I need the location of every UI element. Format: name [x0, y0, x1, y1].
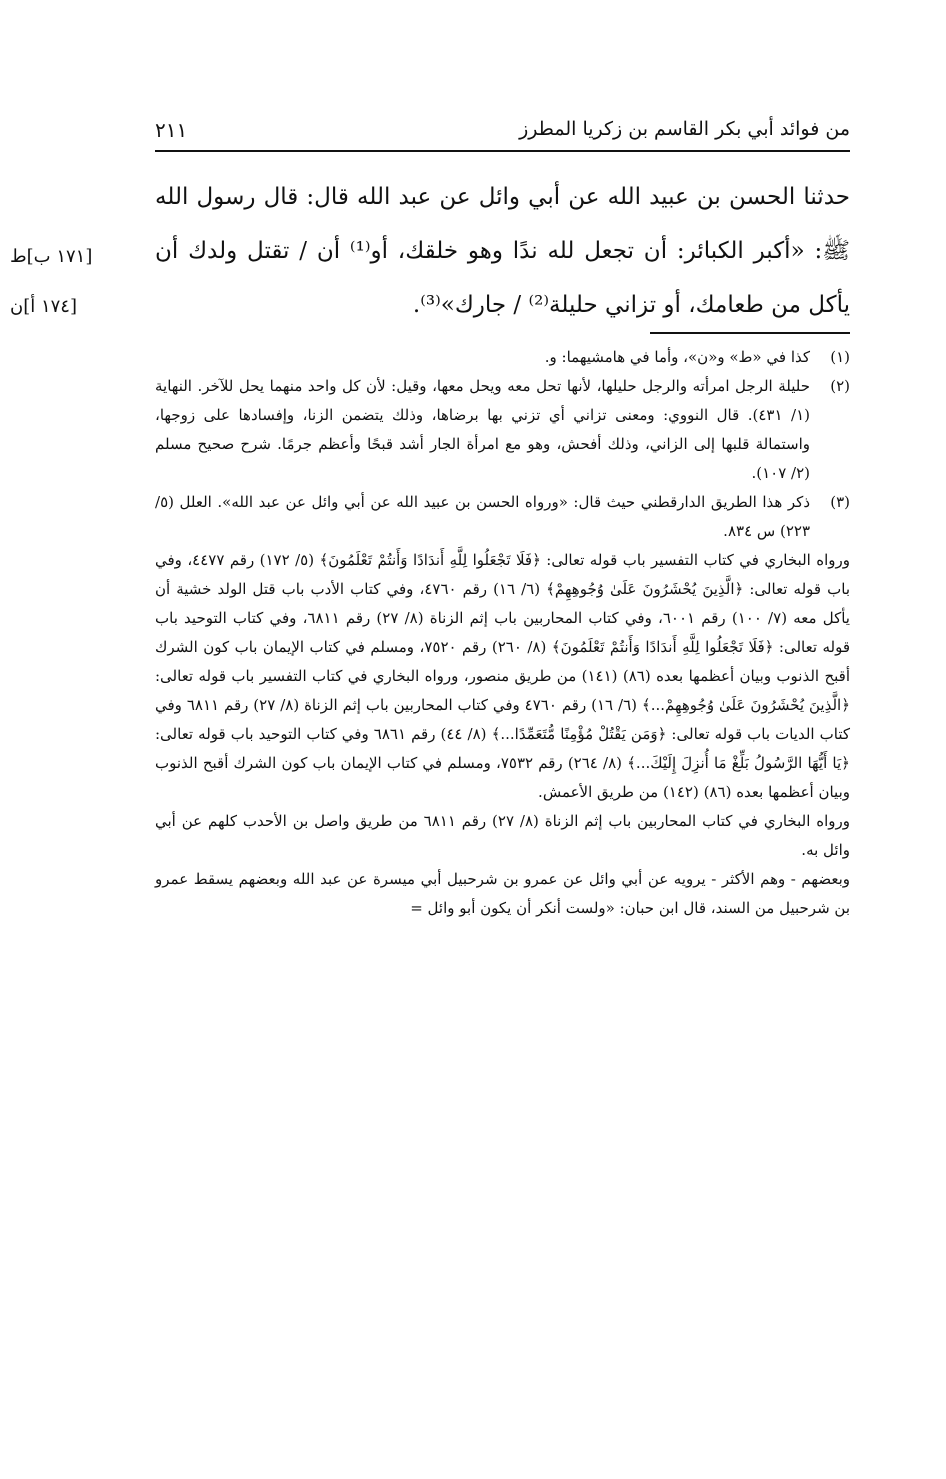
footnote-continuation: ورواه البخاري في كتاب التفسير باب قوله تعالى: ﴿فَلَا تَجْعَلُوا لِلَّهِ أَندَادًا وَأَنتُمْ تَعْلَمُونَ﴾ (٥/ ١٧٢) رقم ٤٤٧٧، وفي باب قوله تعالى: ﴿الَّذِينَ يُحْشَرُونَ عَلَىٰ وُجُوهِهِمْ﴾ (٦/ ١٦) رقم ٤٧٦٠، وفي كتاب الأدب باب قتل الولد خشية أن يأكل معه (٧/ ١٠٠) رقم ٦٠٠١، وفي كتاب المحاربين باب إثم الزناة (٨/ ٢٧) رقم ٦٨١١، وفي كتاب التوحيد باب قوله تعالى: ﴿فَلَا تَجْعَلُوا لِلَّهِ أَندَادًا وَأَنتُمْ تَعْلَمُونَ﴾ (٨/ ٢٦٠) رقم ٧٥٢٠، ومسلم في كتاب الإيمان باب كون الشرك أقبح الذنوب وبيان أعظمها بعده (٨٦) (١٤١) من طريق منصور، ورواه البخاري في كتاب التفسير باب قوله تعالى: ﴿الَّذِينَ يُحْشَرُونَ عَلَىٰ وُجُوهِهِمْ...﴾ (٦/ ١٦) رقم ٤٧٦٠ وفي كتاب المحاربين باب إثم الزناة (٨/ ٢٧) رقم ٦٨١١ وفي كتاب الديات باب قوله تعالى: ﴿وَمَن يَقْتُلْ مُؤْمِنًا مُّتَعَمِّدًا...﴾ (٨/ ٤٤) رقم ٦٨٦١ وفي كتاب التوحيد باب قوله تعالى: ﴿يَا أَيُّهَا الرَّسُولُ بَلِّغْ مَا أُنزِلَ إِلَيْكَ...﴾ (٨/ ٢٦٤) رقم ٧٥٣٢، ومسلم في كتاب الإيمان باب كون الشرك أقبح الذنوب وبيان أعظمها بعده (٨٦) (١٤٢) من طريق الأعمش.: [155, 551, 850, 801]
footnote-number: (٣): [830, 493, 850, 511]
footnote-number: (١): [830, 348, 850, 366]
page-header: [155, 112, 850, 152]
footnote-2: [155, 372, 850, 488]
hadith-paragraph: حدثنا الحسن بن عبيد الله عن أبي وائل عن عبد الله قال: قال رسول الله ﷺ: «أكبر الكبائر: أن تجعل لله ندًا وهو خلقك، أو⁽¹⁾ أن / تقتل ولدك أن يأكل من طعامك، أو تزاني حليلة⁽²⁾ / جارك»⁽³⁾.: [155, 184, 850, 318]
footnote-1: [155, 343, 850, 372]
page-number: ٢١١: [155, 118, 188, 142]
footnote-continuation: ورواه البخاري في كتاب المحاربين باب إثم الزناة (٨/ ٢٧) رقم ٦٨١١ من طريق واصل بن الأحدب كلهم عن أبي وائل به.: [155, 812, 850, 859]
margin-notes: [10, 232, 130, 332]
footnotes: [155, 343, 850, 923]
footnote-separator: [650, 332, 850, 334]
running-title: من فوائد أبي بكر القاسم بن زكريا المطرز: [519, 118, 850, 140]
footnote-3: [155, 488, 850, 546]
footnote-text: حليلة الرجل امرأته والرجل حليلها، لأنها تحل معه ويحل معها، وقيل: لأن كل واحد منهما يحل للآخر. النهاية (١/ ٤٣١). قال النووي: ومعنى تزاني أي تزني بها برضاها، وذلك يتضمن الزنا، وإفسادها على زوجها، واستمالة قلبها إلى الزاني، وذلك أفحش، وهو مع امرأة الجار أشد قبحًا وأعظم جرمًا. شرح صحيح مسلم (٢/ ١٠٧).: [155, 377, 810, 482]
margin-note: [١٧٤ أ]ن: [10, 296, 78, 317]
margin-note: [١٧١ ب]ط: [10, 246, 93, 267]
main-text: [155, 170, 850, 332]
footnote-continuation: وبعضهم - وهم الأكثر - يرويه عن أبي وائل عن عمرو بن شرحبيل أبي ميسرة عن عبد الله وبعضهم يسقط عمرو بن شرحبيل من السند، قال ابن حبان: «ولست أنكر أن يكون أبو وائل =: [155, 870, 850, 917]
footnote-text: ذكر هذا الطريق الدارقطني حيث قال: «ورواه الحسن بن عبيد الله عن أبي وائل عن عبد الله». العلل (٥/ ٢٢٣) س ٨٣٤.: [155, 493, 810, 540]
footnote-number: (٢): [830, 377, 850, 395]
footnote-text: كذا في «ط» و«ن»، وأما في هامشيهما: و.: [544, 348, 810, 366]
